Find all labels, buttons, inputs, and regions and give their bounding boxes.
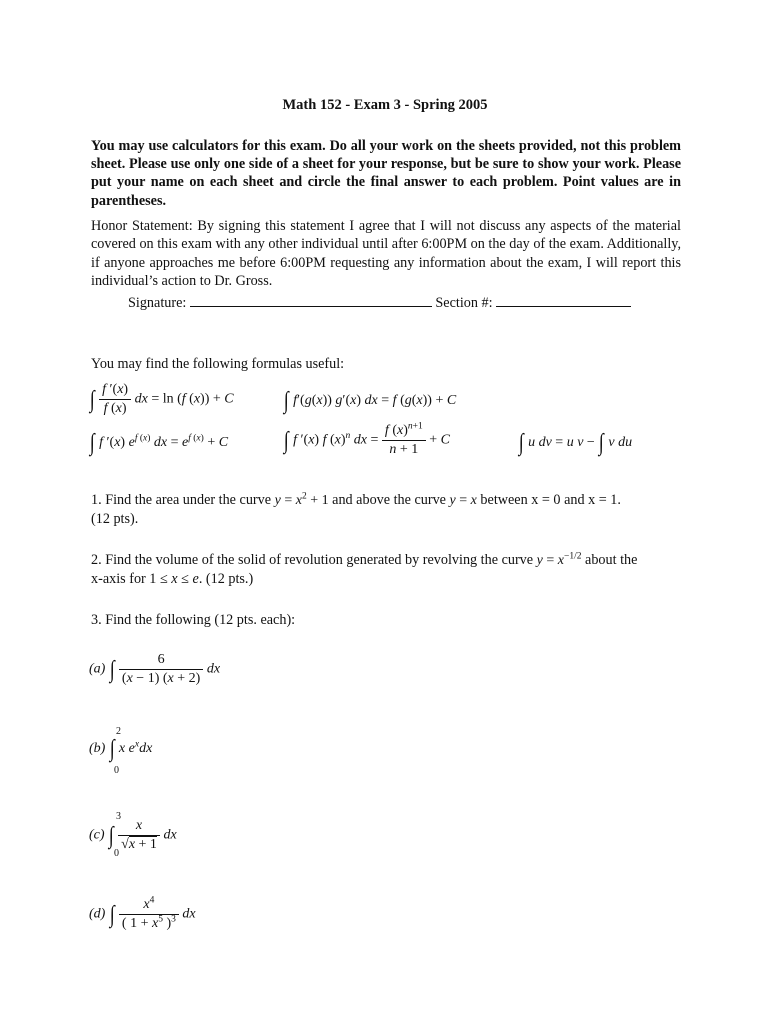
problem-2-tail-a: x-axis for 1 ≤: [91, 571, 168, 588]
problem-2-lead: 2. Find the volume of the solid of revolution generated by revolving the curve: [91, 552, 534, 568]
section-label: Section #:: [435, 295, 493, 311]
problem-2-tail-c: . (12 pts.): [198, 571, 254, 588]
problem-1-tail: (12 pts).: [91, 511, 139, 528]
problem-1-lead: 1. Find the area under the curve: [91, 492, 272, 508]
problem-2-mid: about the: [585, 552, 638, 568]
problem-2-tail-b: ≤: [181, 571, 189, 588]
signature-label: Signature:: [128, 295, 187, 311]
problem-3a: (a) ∫ $\frac{6}{(x - 1) (x + 2)}$ dx: [89, 652, 221, 686]
problem-3a-label: (a): [89, 661, 106, 677]
problem-3b: 2 0 (b) ∫ x $e^xdx$: [89, 726, 153, 776]
problem-3c-lower-limit: 0: [114, 848, 119, 859]
honor-statement: Honor Statement: By signing this statement I agree that I will not discuss any aspects of the material covered on this exam with any other individual until after 6:00PM on the day of the exam. Additionally, if anyone approaches me before 6:00PM requesting any information about the exam, I will report this individual’s action to Dr. Gross.: [91, 218, 681, 290]
signature-line[interactable]: [190, 296, 432, 307]
section-line[interactable]: [496, 296, 631, 307]
problem-3b-upper-limit: 2: [116, 726, 121, 737]
problem-3-lead: 3. Find the following (12 pts. each):: [91, 612, 296, 628]
formula-exp: ∫ f ′(x) $e^{f (x)}$ dx = $e^{f (x)} + C$: [89, 430, 229, 456]
formula-chain: ∫ f′(g(x)) g′(x) dx = f (g(x)) + C: [283, 388, 457, 414]
problem-3d: (d) ∫ $\frac{x^4}{( 1 + x^5 )^3}$ dx: [89, 895, 196, 931]
formula-log: ∫ $\frac{f '(x)}{f (x)}$ dx = ln (f (x)) + C: [89, 382, 234, 416]
formula-parts: ∫ u dv = u v − ∫ v du: [518, 430, 633, 456]
problem-3c-upper-limit: 3: [116, 811, 121, 822]
problem-1: 1. Find the area under the curve $y = x^2 + 1$ and above the curve y = x between x = 0 and x = 1. (12 pts).: [91, 491, 621, 528]
exam-title: Math 152 - Exam 3 - Spring 2005: [282, 97, 488, 113]
problem-1-mid2: between x = 0 and x = 1.: [480, 492, 621, 508]
problem-3c: 3 0 (c) ∫ $\frac{x}{√x + 1}$ dx: [89, 811, 177, 859]
formulas-intro: You may find the following formulas useful:: [91, 356, 345, 372]
problem-3b-lower-limit: 0: [114, 765, 119, 776]
exam-instructions: You may use calculators for this exam. Do all your work on the sheets provided, not this problem sheet. Please use only one side of a sheet for your response, but be sure to show your work. Please put your name on each sheet and circle the final answer to each problem. Point values are in parentheses.: [91, 138, 681, 209]
problem-3b-label: (b): [89, 741, 106, 757]
formula-power: ∫ f ′(x) f $(x)^n$ dx = $\frac{f (x)^{n+1}}{n + 1}$ + C: [283, 421, 450, 457]
signature-row: [128, 295, 631, 312]
problem-2: 2. Find the volume of the solid of revolution generated by revolving the curve $y = x^{-1/2}$ about the x-axis for 1 ≤ x ≤ e. (12 pts.): [91, 551, 638, 588]
problem-1-mid1: and above the curve: [332, 492, 446, 508]
problem-3d-label: (d): [89, 906, 106, 922]
problem-3c-label: (c): [89, 827, 105, 843]
